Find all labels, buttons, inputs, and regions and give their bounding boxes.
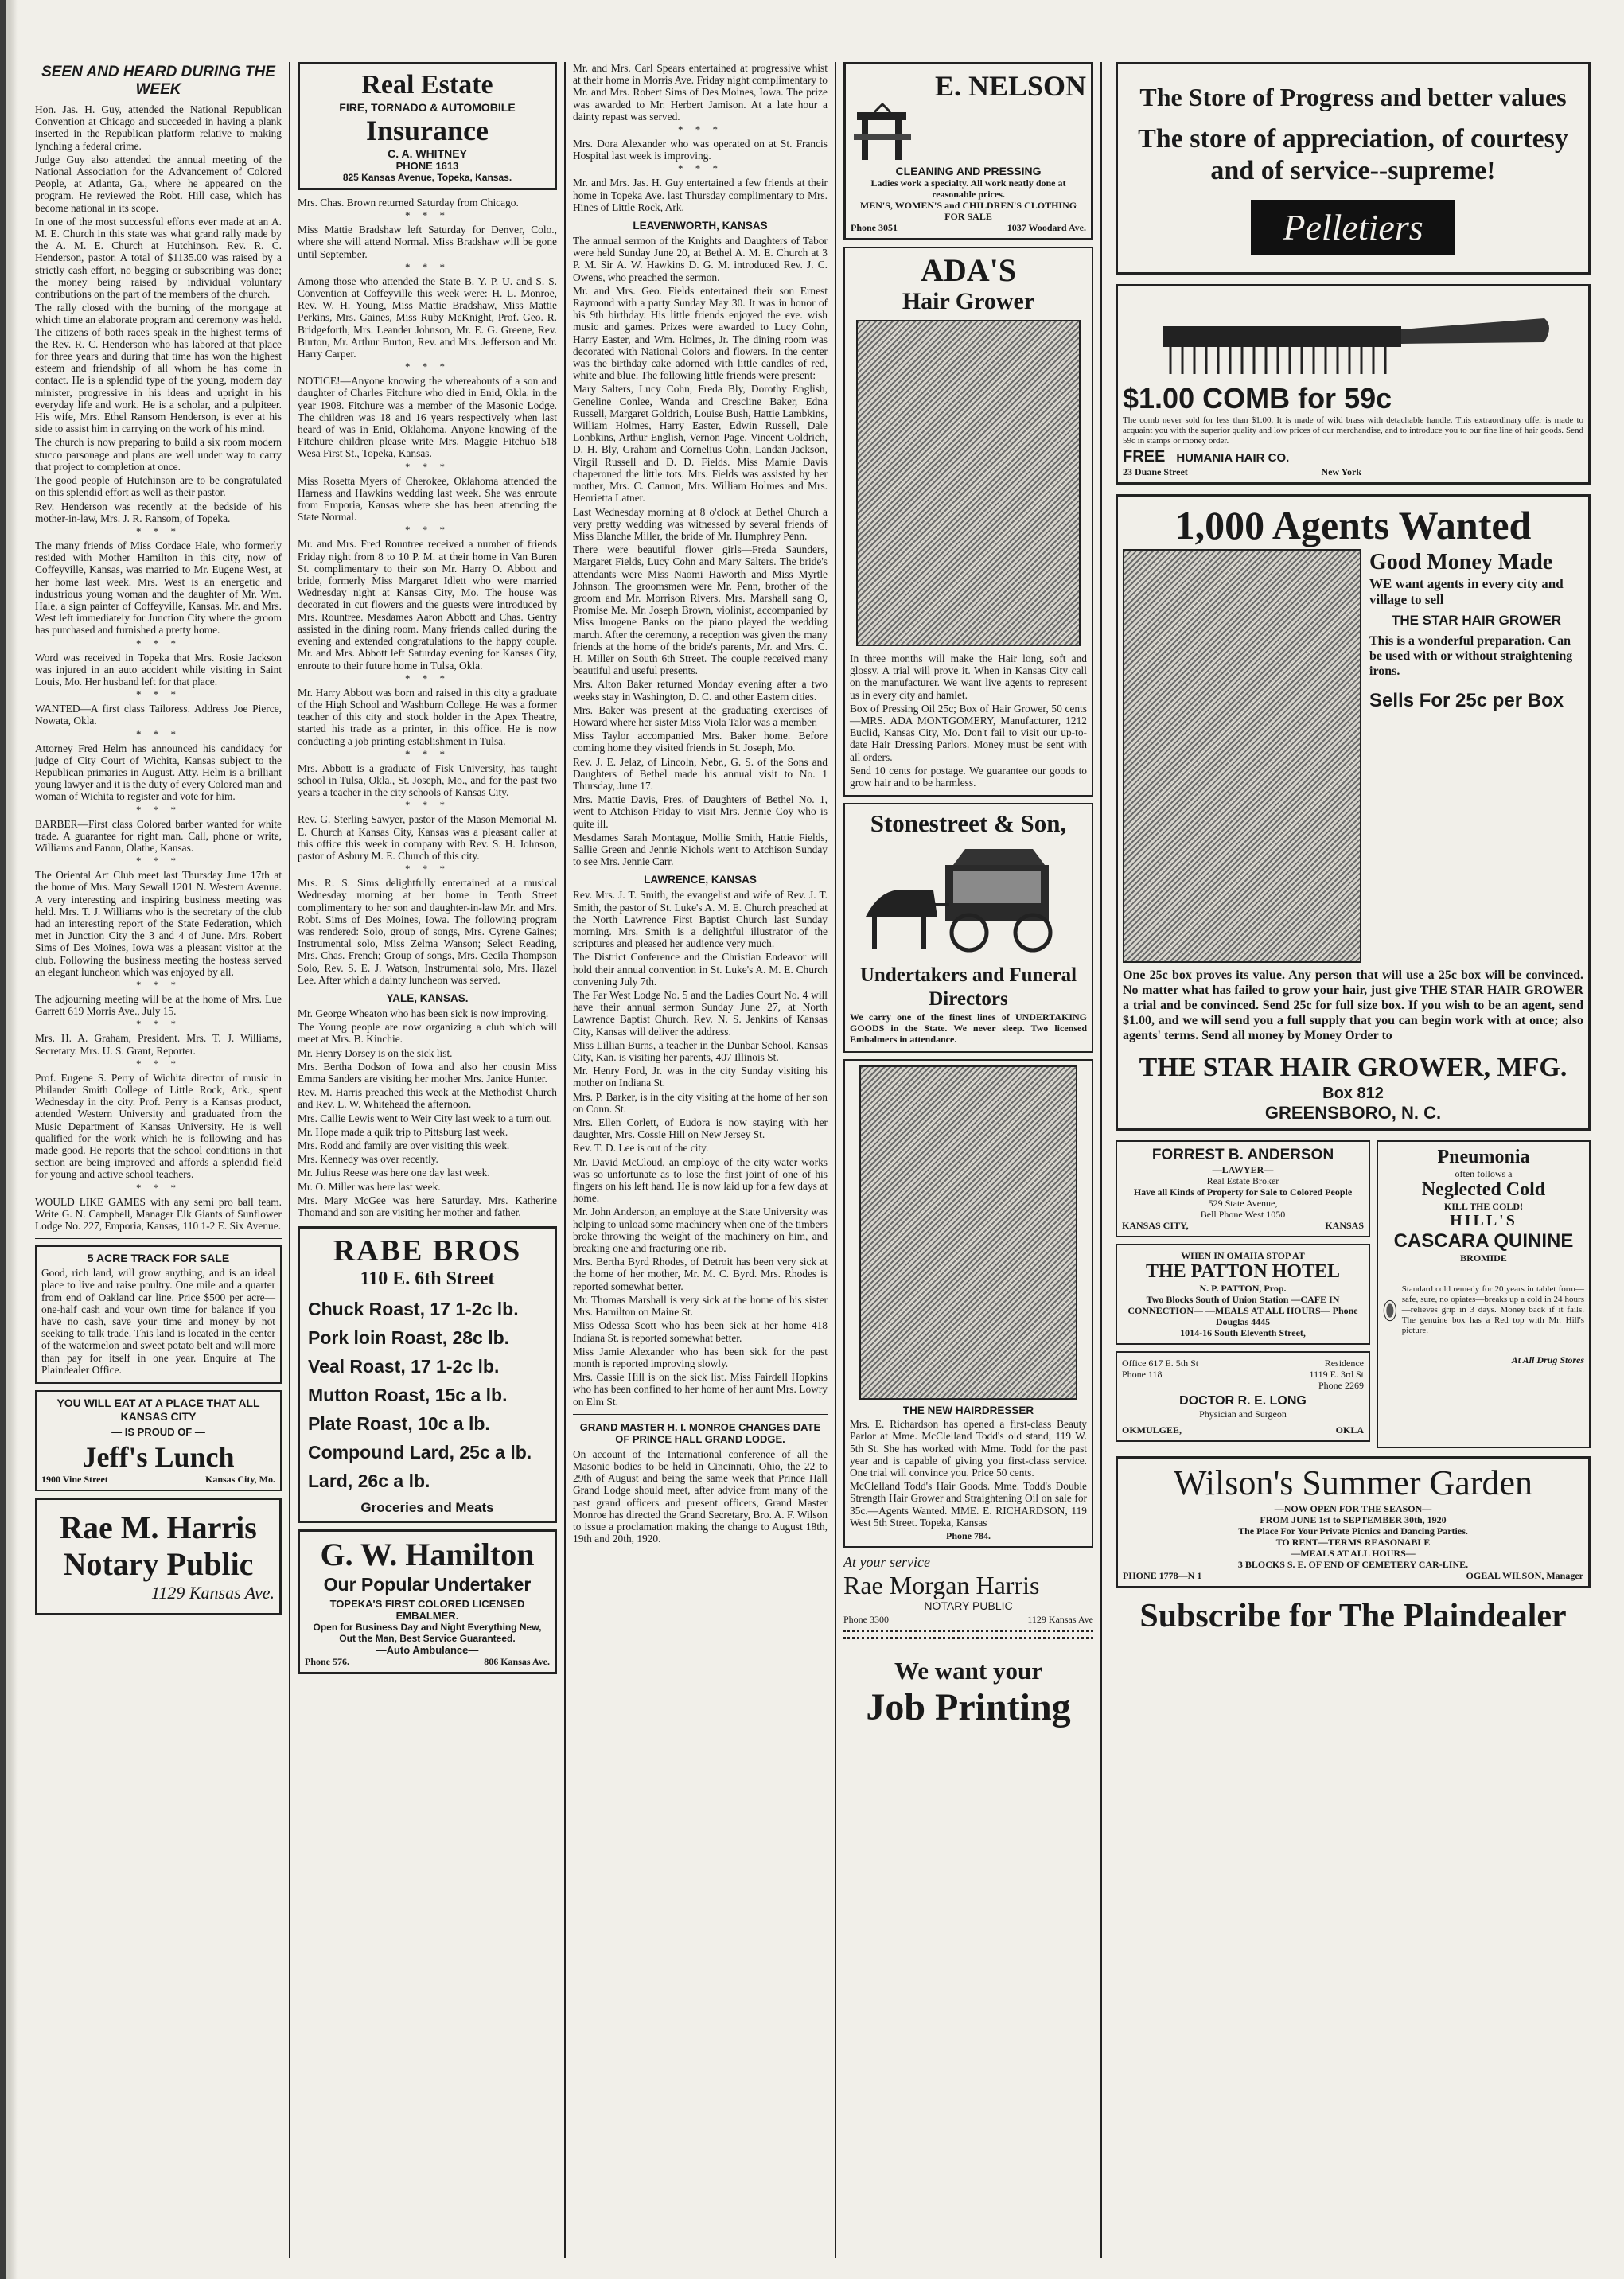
harris-title: Notary Public [63,1546,254,1583]
grand-master-text: On account of the International conference of all the Masonic bodies to be held in Cincinnati, Ohio, the 22 to 29th of August and being the same week that Prince Hall Grand Lodge should meet, after advice from many of the past grand officers and present officers, Grand Master Monroe has directed the Grand Secretary, Bro. A. F. Wilson to issue a proclamation making the change to August 18th, 19th and 20th, 1920. [573,1447,828,1545]
pneu-body [1383,1267,1584,1354]
pelletiers-ad [1116,62,1591,275]
news-paragraph: The Oriental Art Club meet last Thursday June 17th at the home of Mrs. Mary Sewall 1201 N. Western Avenue. A very interesting and inspiring business meeting was held. Mrs. T. J. Williams who is the secretary of the club had an interesting report of the State Federation, which met in Junction City the 3 and 4 of June. Mrs. Robert Sims of Des Moines, Iowa was a pleasant visitor at the club. Following the business meeting the hostess served an elegant luncheon which was enjoyed by all. [35,869,282,978]
column-3 [568,62,832,2258]
pneu-line-4: KILL THE COLD! [1443,1201,1524,1212]
news-paragraph: Miss Rosetta Myers of Cherokee, Oklahoma attended the Harness and Hawkins wedding last week. She was enroute from Emporia, Kansas where she has been attending the State Normal. [298,474,557,524]
dr-long-ad [1116,1351,1370,1442]
column-rule [564,62,566,2258]
pneu-line-3: Neglected Cold [1421,1179,1546,1200]
patton-line-1: WHEN IN OMAHA STOP AT [1181,1250,1305,1261]
patton-line-4: Two Blocks South of Union Station —CAFE IN CONNECTION— —MEALS AT ALL HOURS— Phone Douglas 4445 [1127,1294,1358,1327]
comb-title: $1.00 COMB for 59c [1123,382,1392,415]
nelson-phone: Phone 3051 [851,222,898,233]
hairdresser-phone: Phone 784. [945,1530,991,1542]
news-paragraph: Mr. George Wheaton who has been sick is now improving. [298,1007,549,1019]
news-paragraph: Rev. J. E. Jelaz, of Lincoln, Nebr., G. S. of the Sons and Daughters of Bethel made his annual visit to No. 1 Thursday, June 17. [573,755,828,792]
news-paragraph: Miss Jamie Alexander who has been sick for the past month is reported improving slowly. [573,1345,828,1369]
divider: * * * [405,209,450,222]
fba-name: FORREST B. ANDERSON [1151,1147,1334,1163]
store-line-1: The Store of Progress and better values [1139,83,1567,111]
residence-phone: Phone 2269 [1318,1380,1364,1391]
small-ads-row [1116,1140,1591,1448]
column-rule [835,62,836,2258]
divider: * * * [136,1018,181,1030]
news-paragraph: Mrs. Baker was present at the graduating exercises of Howard where her sister Miss Viola Talor was a member. [573,703,828,728]
jeffs-street: 1900 Vine Street [41,1474,108,1486]
small-ads-left [1116,1140,1370,1448]
wilson-line-1: —NOW OPEN FOR THE SEASON— [1274,1503,1432,1514]
pneu-line-5: HILL'S [1450,1212,1517,1229]
column-2 [293,62,562,2258]
comb-footer [1123,448,1583,466]
jeffs-line-2: — IS PROUD OF — [111,1426,205,1439]
news-paragraph: Mr. John Anderson, an employe at the State University was helping to unload some machinery when one of the timbers broke throwing the weight of the machinery on him, and breaking one and fracturing one rib. [573,1206,828,1255]
divider: * * * [136,727,181,740]
nelson-line-1: Ladies work a specialty. All work neatly done at reasonable prices. [870,177,1066,200]
rabe-address: 110 E. 6th Street [360,1268,495,1290]
long-state: OKLA [1335,1424,1364,1436]
patton-line-5: 1014-16 South Eleventh Street, [1180,1327,1306,1338]
hamilton-ad [298,1529,557,1674]
agents-city: GREENSBORO, N. C. [1264,1103,1442,1123]
agents-company: THE STAR HAIR GROWER, MFG. [1139,1053,1568,1082]
wilson-line-3: The Place For Your Private Picnics and Dancing Parties. [1238,1525,1468,1537]
wilson-contact [1123,1570,1583,1581]
acre-tract-ad [35,1245,282,1384]
news-paragraph: The adjourning meeting will be at the home of Mrs. Lue Garrett 619 Morris Ave., July 15. [35,993,282,1018]
local-notes-3 [573,62,828,213]
long-city: OKMULGEE, [1122,1424,1182,1436]
news-paragraph: Mr. and Mrs. Geo. Fields entertained their son Ernest Raymond with a party Sunday May 30. It was in honor of his 9th birthday. His little friends enjoyed the eve. wish music and games. Prizes were awarded to Lucy Cohn, Harry Easter, and Wm. Holmes, Jr. The dining room was decorated with National Colors and flowers. In the center was the birthday cake adorned with little candles of red, white and blue. The following little friends were present: [573,284,828,382]
news-paragraph: WOULD LIKE GAMES with any semi pro ball team. Write G. N. Campbell, Manager Elk Giants of Sunflower Lodge No. 227, Emporia, Kansas, 110 1-2 E. Six Avenue. [35,1195,282,1233]
re-address: 825 Kansas Avenue, Topeka, Kansas. [342,172,512,183]
comb-free: FREE [1123,448,1166,466]
morgan-name: Rae Morgan Harris [843,1571,1040,1600]
pneu-line-6: CASCARA QUININE [1393,1230,1574,1252]
agents-body [1123,549,1583,963]
nelson-contact [851,222,1086,233]
lawrence-section [573,889,828,1407]
news-paragraph: Attorney Fred Helm has announced his candidacy for judge of City Court of Wichita, Kansas subject to the Republican primaries in August. Atty. Helm is a brilliant young lawyer and it is the duty of every Colored man and woman of Wichita to register and vote for him. [35,742,282,803]
news-paragraph: Mr. Harry Abbott was born and raised in this city a graduate of the High School and Washburn College. He was a former teacher of this city and stock holder in the Apex Theatre, started his trade as a printer, in this office. He is now conducting a job printing establishment in Tulsa. [298,686,557,747]
news-paragraph: Hon. Jas. H. Guy, attended the National Republican Convention at Chicago and succeeded in having a plank inserted in the Republican platform relative to making lynching a federal crime. [35,103,282,152]
news-paragraph: Mr. Julius Reese was here one day last week. [298,1167,490,1179]
news-paragraph: Rev. G. Sterling Sawyer, pastor of the Mason Memorial M. E. Church at Kansas City, Kansas was a pleasant caller at this office this week in company with Rev. S. H. Johnson, pastor of Asbury M. E. Church of this city. [298,813,557,862]
fba-line-3: Bell Phone West 1050 [1200,1209,1286,1220]
hamilton-line-3: —Auto Ambulance— [376,1644,479,1657]
ada-text-2: Box of Pressing Oil 25c; Box of Hair Grower, 50 cents—MRS. ADA MONTGOMERY, Manufacturer, 1212 Euclid, Kansas City, Mo. Don't fail to visit our up-to-date Hair Dressing Parlors. Money must be sent with all orders. [850,702,1087,763]
rabe-title: RABE BROS [333,1234,522,1268]
re-sub: FIRE, TORNADO & AUTOMOBILE [339,101,516,114]
comb-company: HUMANIA HAIR CO. [1176,451,1290,465]
wilson-line-5: —MEALS AT ALL HOURS— [1291,1548,1416,1559]
comb-icon [1147,294,1560,382]
hamilton-name: G. W. Hamilton [320,1537,535,1573]
fba-sub: Real Estate Broker [1206,1175,1279,1186]
morgan-title: NOTARY PUBLIC [924,1599,1013,1613]
news-paragraph: Word was received in Topeka that Mrs. Rosie Jackson was injured in an auto accident while visiting in Saint Louis, Mo. Her husband left for that place. [35,651,282,688]
harris-name: Rae M. Harris [60,1510,257,1546]
morgan-phone: Phone 3300 [843,1614,889,1626]
pelletiers-logo: Pelletiers [1251,200,1455,255]
morgan-contact [843,1614,1093,1625]
divider: * * * [136,803,181,816]
hamilton-line-1: TOPEKA'S FIRST COLORED LICENSED EMBALMER. [329,1598,525,1623]
jeffs-city: Kansas City, Mo. [204,1474,275,1486]
news-paragraph: The good people of Hutchinson are to be congratulated on this splendid effort as well as their pastor. [35,474,282,499]
wilson-phone: PHONE 1778—N 1 [1123,1570,1202,1581]
hairdresser-portrait [859,1065,1077,1400]
news-paragraph: The Young people are now organizing a club which will meet at Mrs. B. Kinchie. [298,1021,557,1046]
agents-box: Box 812 [1322,1085,1384,1102]
pneu-line-7: BROMIDE [1460,1252,1507,1264]
news-paragraph: Mrs. Ellen Corlett, of Eudora is now staying with her daughter, Mrs. Cossie Hill on New Jersey St. [573,1116,828,1141]
hairdresser-text: Mrs. E. Richardson has opened a first-class Beauty Parlor at Mme. McClelland Todd's old stand, 119 W. 5th St. She has worked with Mme. Todd for the past year and is capable of giving you first-class service. One trial will convince you. Price 50 cents. [850,1418,1087,1479]
pressing-machine-icon [851,103,914,165]
comb-ad [1116,284,1591,485]
nelson-sub: CLEANING AND PRESSING [895,165,1042,177]
jeffs-line-1: YOU WILL EAT AT A PLACE THAT ALL KANSAS CITY [56,1397,260,1424]
divider: * * * [136,524,181,537]
rabe-price-list [305,1290,550,1500]
news-paragraph: The District Conference and the Christian Endeavor will hold their annual convention in St. Luke's A. M. E. Church convening July 7th. [573,951,828,988]
office-phone: Phone 118 [1122,1369,1163,1380]
scan-edge [0,0,27,2279]
news-paragraph: Prof. Eugene S. Perry of Wichita director of music in Philander Smith College of Little Rock, Ark., spent Wednesday in the city. Prof. Perry is a Kansas product, attended Western University and graduated from the Music Department of Kansas University. He is well qualified for the work which he is following and has made good. He reports that the school conditions in that section are being improved and affords a splendid field for young and active school teachers. [35,1071,282,1181]
divider: * * * [405,260,450,273]
nelson-address: 1037 Woodard Ave. [1007,222,1086,233]
news-paragraph: Mr. and Mrs. Jas. H. Guy entertained a few friends at their home in Topeka Ave. last Thursday complimentary to Mrs. Hines of Little Rock, Ark. [573,177,828,213]
news-paragraph: Miss Mattie Bradshaw left Saturday for Denver, Colo., where she will attend Normal. Miss Bradshaw will be gone until September. [298,224,557,260]
acre-title: 5 ACRE TRACK FOR SALE [87,1252,230,1265]
news-paragraph: Mr. and Mrs. Fred Rountree received a number of friends Friday night from 8 to 10 P. M. at their home in Van Buren St. complimentary to their son Mr. Harry O. Abbott and bride, formerly Miss Margaret Idlett who were married Wednesday night at Kansas City, Mo. The house was decorated in cut flowers and the guests were introduced by Mrs. Rountree. Mesdames Aaron Abbott and Chas. Gentry assisted in the dining room. Many friends called during the evening and extended congratulations to the happy couple. Mr. and Mrs. Abbott left Saturday evening for Kansas City, enroute to their future home in Tulsa, Okla. [298,538,557,672]
divider: * * * [136,979,181,991]
ada-text: In three months will make the Hair long, soft and glossy. A trial will prove it. When in Kansas City call on the manufacturer. We want live agents to represent us in every city and hamlet. [850,653,1087,701]
medicine-box-icon [1383,1267,1397,1354]
fba-state: KANSAS [1325,1220,1364,1231]
acre-text: Good, rich land, will grow anything, and is an ideal place to live and raise poultry. One mile and a quarter from end of Oakland car line. Price $500 per acre—one-half cash and your own time for balance if you have no cash, save your time and money by not seeking to talk trade. This land is located in the center of the watermelon and sweet potato belt and will more than pay for itself in one year. Enquire at The Plaindealer Office. [41,1267,275,1376]
hearse-carriage-icon [850,841,1089,960]
news-paragraph: Mrs. Cassie Hill is on the sick list. Miss Fairdell Hopkins who has been confined to her home of her aunt Mrs. Lowry on Elm St. [573,1371,828,1408]
grand-master-title: GRAND MASTER H. I. MONROE CHANGES DATE OF PRINCE HALL GRAND LODGE. [579,1420,821,1445]
column-rule [289,62,290,2258]
price-item: Pork loin Roast, 28c lb. [308,1327,510,1349]
news-paragraph: Mr. Hope made a quik trip to Pittsburg last week. [298,1125,508,1138]
news-paragraph: Mr. and Mrs. Carl Spears entertained at progressive whist at their home in Morris Ave. Friday night complimentary to Mr. and Mrs. Robert Sims of Des Moines, Iowa. The prize was awarded to Mr. Herbert Jamison. At a late hour a dainty repast was served. [573,62,828,123]
news-paragraph: Mr. Henry Ford, Jr. was in the city Sunday visiting his mother on Indiana St. [573,1065,828,1089]
price-item: Lard, 26c a lb. [308,1471,430,1492]
news-paragraph: Mrs. Kennedy was over recently. [298,1153,438,1166]
price-item: Mutton Roast, 15c a lb. [308,1385,508,1406]
pneu-line-1: Pneumonia [1437,1147,1530,1167]
patton-line-2: THE PATTON HOTEL [1145,1261,1341,1282]
stone-text: We carry one of the finest lines of UNDERTAKING GOODS in the State. We never sleep. Two licensed Embalmers in attendance. [850,1011,1087,1046]
news-paragraph: Miss Taylor accompanied Mrs. Baker home. Before coming home they visited friends in St. Joseph, Mo. [573,730,828,754]
rabe-footer: Groceries and Meats [360,1500,494,1516]
divider [843,1630,1093,1639]
price-item: Chuck Roast, 17 1-2c lb. [308,1299,519,1320]
news-paragraph: Mrs. R. S. Sims delightfully entertained at a musical Wednesday morning at her home in Tenth Street complimentary to her son and daughter-in-law Mr. and Mrs. Robt. Sims of Des Moines, Iowa. The following program was rendered: Solo, group of songs, Mrs. Cyrene Gaines; Instrumental solo, Miss Zelma Wanson; Select Reading, Mrs. Chas. French; Group of songs, Mrs. Cecila Thompson Solo, Rev. S. E. J. Watson, Instrumental solo, Mrs. Hazel Lee. After which a dainty luncheon was served. [298,877,557,986]
hamilton-address: 806 Kansas Ave. [484,1656,550,1668]
seen-heard-title: SEEN AND HEARD DURING THE WEEK [41,64,275,98]
wilson-line-6: 3 BLOCKS S. E. OF END OF CEMETERY CAR-LINE. [1237,1559,1469,1570]
ada-text-3: Send 10 cents for postage. We guarantee our goods to grow hair and to be harmless. [850,764,1087,789]
news-paragraph: Rev. Mrs. J. T. Smith, the evangelist and wife of Rev. J. T. Smith, the pastor of St. Luke's A. M. E. Church preached at the North Lawrence First Baptist Church last Sunday morning. Mrs. Smith is a delightful illustrator of the scriptures and pleased her audience very much. [573,889,828,950]
agents-line-4: One 25c box proves its value. Any person that will use a 25c box will be convinced. No matter what has failed to grow your hair, just give THE STAR HAIR GROWER a trial and be convinced. Send 25c for full size box. If you wish to be an agent, send $1.00, and we will send you a full supply that you can begin work with at once; also agents' terms. Send all money by Money Order to [1123,968,1583,1042]
office-phone-line [1122,1369,1364,1380]
wilson-manager: OGEAL WILSON, Manager [1466,1570,1583,1581]
news-paragraph: The church is now preparing to build a six room modern stucco parsonage and plans are well under way to carry that project to completion at once. [35,436,282,473]
price-item: Veal Roast, 17 1-2c lb. [308,1356,500,1377]
re-insurance: Insurance [365,115,489,146]
hills-quinine-ad [1377,1140,1591,1448]
fba-line-1: Have all Kinds of Property for Sale to Colored People [1133,1186,1353,1198]
news-paragraph: Mr. Thomas Marshall is very sick at the home of his sister Mrs. Hamilton on Maine St. [573,1293,828,1319]
divider: * * * [405,524,450,536]
long-title: Physician and Surgeon [1199,1408,1287,1420]
news-paragraph: Mr. David McCloud, an employe of the city water works was so unfortunate as to lose the first joint of one of his fingers on his left hand. He is now laid up for a few days at home. [573,1155,828,1205]
seen-heard-section [35,103,282,524]
column-rule [1100,62,1102,2258]
agents-line-2: THE STAR HAIR GROWER [1391,613,1562,628]
anderson-ad [1116,1140,1370,1237]
morgan-address: 1129 Kansas Ave [1027,1614,1093,1626]
yale-section [298,1007,557,1218]
news-paragraph: Mrs. Mattie Davis, Pres. of Daughters of Bethel No. 1, went to Atchison Friday to visit Mrs. Jennie Coy who is quite ill. [573,793,828,830]
nelson-ad [843,62,1093,240]
long-name: DOCTOR R. E. LONG [1179,1394,1307,1408]
rae-harris-ad [35,1498,282,1615]
divider: * * * [405,863,450,875]
divider: * * * [405,747,450,760]
ada-hair-grower-ad [843,247,1093,797]
nelson-name: E. NELSON [934,70,1086,102]
agents-line-3: This is a wonderful preparation. Can be used with or without straightening irons. [1369,634,1573,678]
subscribe-banner: Subscribe for The Plaindealer [1139,1598,1567,1634]
leavenworth-section [573,235,828,867]
jeffs-name: Jeff's Lunch [82,1441,235,1474]
news-paragraph: Mrs. Callie Lewis went to Weir City last week to a turn out. [298,1112,552,1124]
news-paragraph: Mrs. H. A. Graham, President. Mrs. T. J. Williams, Secretary. Mrs. U. S. Grant, Reporter. [35,1032,282,1057]
ada-title: ADA'S [920,252,1017,288]
divider: * * * [136,855,181,867]
agents-title: 1,000 Agents Wanted [1174,503,1532,547]
hamilton-sub: Our Popular Undertaker [323,1574,532,1595]
news-paragraph: Miss Odessa Scott who has been sick at her home 418 Indiana St. is reported somewhat better. [573,1319,828,1344]
rabe-bros-ad [298,1226,557,1523]
stonestreet-ad [843,803,1093,1053]
agents-line-1: WE want agents in every city and village to sell [1369,576,1564,607]
wilson-garden-ad [1116,1456,1591,1588]
ada-sub: Hair Grower [902,288,1035,314]
residence-address: 1119 E. 3rd St [1309,1369,1364,1380]
comb-city: New York [1321,466,1361,477]
new-hairdresser-ad [843,1059,1093,1548]
news-paragraph: The many friends of Miss Cordace Hale, who formerly resided with Mother Hamilton in this city, now of Coffeyville, Kansas, was married to Mr. Eugene West, at her home last week. Mrs. West is an energetic and industrious young woman and the daughter of Mr. Wm. Hale, a sign painter of Coffeyville, Kansas. Mr. and Mrs. West left immediately for Junction City where the groom has purchased and furnished a pretty home. [35,539,282,637]
at-your-service: At your service [843,1554,930,1571]
fba-city: KANSAS CITY, [1122,1220,1189,1231]
column-5 [1104,62,1602,2258]
news-paragraph: WANTED—A first class Tailoress. Address Joe Pierce, Nowata, Okla. [35,703,282,727]
re-phone: PHONE 1613 [395,160,459,172]
news-paragraph: In one of the most successful efforts ever made at an A. M. E. Church in this state was what grand rally made by the A. M. E. Church at Hutchinson. Rev. R. C. Henderson, pastor. A total of $1135.00 was raised by a strictly cash effort, no begging or subscribing was done; the money being raised by individual voluntary contributions on the part of the members of the church. [35,215,282,301]
pneu-line-8: Standard cold remedy for 20 years in tablet form—safe, sure, no opiates—breaks up a cold in 24 hours—relieves grip in 3 days. Money back if it fails. The genuine box has a Red top with Mr. Hill's picture. [1401,1284,1584,1335]
pneu-line-9: At All Drug Stores [1511,1354,1584,1365]
hairdresser-caption: THE NEW HAIRDRESSER [902,1404,1034,1417]
newspaper-page [30,62,1602,2258]
news-paragraph: Rev. Henderson was recently at the bedside of his mother-in-law, Mrs. J. R. Ransom, of Topeka. [35,500,282,524]
news-paragraph: The annual sermon of the Knights and Daughters of Tabor were held Sunday June 20, at Bethel A. M. E. Church at 3 P. M. Sir A. W. Hawkins D. G. M. introduced Rev. J. C. Owens, who preached the sermon. [573,235,828,283]
news-paragraph: Mrs. Dora Alexander who was operated on at St. Francis Hospital last week is improving. [573,138,828,162]
news-paragraph: Mrs. Abbott is a graduate of Fisk University, has taught school in Tulsa, Okla., St. Joseph, Mo., and for the past two years a teacher in the city schools of Kansas City. [298,762,557,799]
star-hair-grower-ad [1116,494,1591,1131]
divider: * * * [405,360,450,373]
news-paragraph: Miss Lillian Burns, a teacher in the Dunbar School, Kansas City, Kan. is visiting her parents, 407 Illinois St. [573,1038,828,1064]
woman-profile-long-hair [1123,549,1361,963]
news-paragraph: Rev. T. D. Lee is out of the city. [573,1142,709,1155]
news-paragraph: Judge Guy also attended the annual meeting of the National Association for the Advancement of Colored People, at Atlanta, Ga., where he appeared on the program. He reviewed the Robt. Hill case, which has become national in its scope. [35,153,282,214]
column-4 [839,62,1098,2258]
wilson-title: Wilson's Summer Garden [1174,1463,1532,1502]
news-paragraph: Rev. M. Harris preached this week at the Methodist Church and Rev. L. W. Whitehead the afternoon. [298,1086,557,1111]
news-paragraph: Mrs. P. Barker, is in the city visiting at the home of her son on Conn. St. [573,1090,828,1115]
local-notes [35,540,282,1232]
lawrence-title: LAWRENCE, KANSAS [644,874,757,886]
news-paragraph: Mrs. Bertha Dodson of Iowa and also her cousin Miss Emma Sanders are visiting her mother Mrs. Janice Hunter. [298,1060,557,1085]
fba-line-2: 529 State Avenue, [1208,1198,1278,1209]
stone-title: Stonestreet & Son, [870,809,1067,838]
comb-address: 23 Duane Street [1123,466,1188,477]
stone-sub: Undertakers and Funeral Directors [859,964,1077,1011]
divider: * * * [136,688,181,701]
patton-hotel-ad [1116,1244,1370,1345]
divider: * * * [678,123,722,136]
local-notes-2 [298,197,557,986]
news-paragraph: Mesdames Sarah Montague, Mollie Smith, Hattie Fields, Sallie Green and Jennie Nichols went to Atchison Sunday to see Mrs. Jennie Carr. [573,831,828,868]
job-line-2: Job Printing [866,1686,1071,1729]
news-paragraph: Mrs. Chas. Brown returned Saturday from Chicago. [298,197,519,208]
price-item: Compound Lard, 25c a lb. [308,1442,532,1463]
job-line-1: We want your [894,1657,1042,1685]
fba-city-line [1122,1220,1364,1231]
long-city-line [1122,1424,1364,1436]
column-1 [30,62,286,2258]
news-paragraph: Mary Salters, Lucy Cohn, Freda Bly, Dorothy English, Geneline Conlee, Wanda and Crescline Baker, Edna Russell, Margaret Goldrich, Louise Bush, Hattie Lambkins, William Holmes, Harry Easter, Edwin Russell, Dale Lonbkins, Arthur English, Vernon Page, Vincent Goldrich, D. H. Bly, Graham and Cornelius Cohn, Landan Jackson, Virgil Russell and D. D. Fields. Miss Mamie Davis chaperoned the little tots. Mrs. Fields was assisted by her mother, Mrs. C. Cannon, Mrs. William Holmes and Mrs. Henrietta Latner. [573,383,828,504]
news-paragraph: Mr. O. Miller was here last week. [298,1180,441,1193]
wilson-line-2: FROM JUNE 1st to SEPTEMBER 30th, 1920 [1260,1514,1447,1525]
news-paragraph: The Far West Lodge No. 5 and the Ladies Court No. 4 will have their annual sermon Sunday June 27, at North Lawrence Baptist Church. Rev. N. S. Jenkins of Kansas City, Kansas will deliver the address. [573,989,828,1038]
news-paragraph: Mrs. Mary McGee was here Saturday. Mrs. Katherine Thomand and son are visiting her mother and father. [298,1194,557,1219]
divider: * * * [678,162,722,175]
hamilton-phone: Phone 576. [305,1656,350,1668]
news-paragraph: The rally closed with the burning of the mortgage at which time an elaborate program and ceremony was held. The citizens of both races speak in the highest terms of the Rev. R. C. Henderson who has labored at that place for three years and during that time has won the highest esteem and friendship of all whom he has come in contact. He is a splendid type of the young, modern day minister, progressive in his ideas and upright in his everyday life and work. He is a scholar, and a pulpiteer. His wife, Mrs. Ethel Ransom Henderson, is ever at his side to assist him in carrying on the work of his mind. [35,302,282,435]
news-paragraph: Among those who attended the State B. Y. P. U. and S. S. Convention at Coffeyville this week were: H. L. Monroe, Rev. W. H. Young, Miss Mattie Bradshaw, Miss Mattie Perkins, Mrs. Gaines, Miss Ruby McKnight, Prof. Geo. R. Bridgeforth, Mrs. Leander Johnson, Mr. E. G. Greene, Rev. Burton, Mr. Arthur Burton, Rev. and Mrs. Jefferson and Mr. Harry Carper. [298,275,557,360]
news-paragraph: Mr. Henry Dorsey is on the sick list. [298,1046,453,1059]
agents-money: Good Money Made [1369,550,1553,575]
divider: * * * [136,1057,181,1069]
divider: * * * [405,799,450,812]
jeffs-address [41,1474,275,1485]
agents-sells: Sells For 25c per Box [1369,690,1564,711]
news-paragraph: Mrs. Rodd and family are over visiting this week. [298,1140,510,1151]
news-paragraph: NOTICE!—Anyone knowing the whereabouts of a son and daughter of Charles Fitchure who died in Enid, Okla. in the year 1908. Fitchure was a member of the Masonic Lodge. The children was 18 and 16 years respectively when last heard of was in Enid, Oklahoma. Anyone knowing of the Fitchure children please write Mrs. Maggie Fitchuo 518 Wesa First St., Topeka, Kansas. [298,375,557,460]
hairdresser-text-2: McClelland Todd's Hair Goods. Mme. Todd's Double Strength Hair Grower and Straightening Oil on sale for 35c.—Agents Wanted. MME. E. RICHARDSON, 119 West 5th Street. Topeka, Kansas [850,1480,1087,1529]
patton-line-3: N. P. PATTON, Prop. [1199,1283,1287,1294]
divider: * * * [136,1181,181,1194]
jeffs-lunch-ad [35,1390,282,1491]
divider [35,1238,282,1239]
hamilton-contact [305,1656,550,1667]
news-paragraph: BARBER—First class Colored barber wanted for white trade. A guarantee for right man. Call, phone or write, Williams and Fanon, Olathe, Kansas. [35,817,282,854]
woman-long-hair-portrait [856,320,1081,646]
divider: * * * [405,460,450,473]
office-line [1122,1358,1364,1369]
residence-label: Residence [1324,1358,1364,1369]
divider: * * * [405,672,450,684]
news-paragraph: Last Wednesday morning at 8 o'clock at Bethel Church a very pretty wedding was witnessed by several friends of Miss Blanche Miller, the bride of Mr. Humphrey Penn. [573,505,828,542]
price-item: Plate Roast, 10c a lb. [308,1413,490,1435]
hamilton-line-2: Open for Business Day and Night Everything New, Out the Man, Best Service Guaranteed. [313,1622,542,1645]
divider: * * * [136,637,181,649]
harris-address: 1129 Kansas Ave. [150,1583,275,1603]
fba-title: —LAWYER— [1212,1164,1274,1175]
re-title: Real Estate [361,70,493,99]
nelson-line-2: MEN'S, WOMEN'S and CHILDREN'S CLOTHING FOR SALE [859,200,1077,222]
office-address: Office 617 E. 5th St [1122,1358,1199,1369]
comb-text: The comb never sold for less than $1.00. It is made of wild brass with detachable handle. This extraordinary offer is made to acquaint you with the superior quality and low prices of our merchandise, and to introduce you to our fine line of hair goods. Send 59c in stamps or money order. [1123,415,1583,446]
pneu-line-2: often follows a [1455,1168,1513,1179]
news-paragraph: Mrs. Alton Baker returned Monday evening after a two weeks stay in Washington, D. C. and other Eastern cities. [573,678,828,703]
nelson-figure [851,103,1086,165]
wilson-line-4: TO RENT—TERMS REASONABLE [1275,1537,1431,1548]
yale-title: YALE, KANSAS. [386,991,469,1004]
news-paragraph: Mrs. Bertha Byrd Rhodes, of Detroit has been very sick at the home of her mother, Mr. M. C. Byrd. Mrs. Rhodes is reported somewhat better. [573,1256,828,1292]
re-name: C. A. WHITNEY [388,147,467,160]
divider [573,1414,828,1415]
store-line-2: The store of appreciation, of courtesy and of service--supreme! [1138,124,1568,185]
comb-address-line [1123,466,1361,477]
leavenworth-title: LEAVENWORTH, KANSAS [633,220,768,232]
news-paragraph: There were beautiful flower girls—Freda Saunders, Margaret Fields, Lucy Cohn and Mary Salters. The bride's attendants were Miss Naomi Haworth and Miss Myrtle Johnson. The groomsmen were Mr. Penn, brother of the groom and Mr. Morrison Rivers. Mrs. Marshall sang O, Promise Me. Mr. Joseph Brown, violinist, accompanied by Miss Imogene Banks on the piano played the wedding march. After the ceremony, a reception was given the many friends at the home of the bride's parents, Mr. and Mrs. C. H. Miller on South 6th Street. The couple received many beautiful and useful presents. [573,543,828,677]
real-estate-ad [298,62,557,190]
